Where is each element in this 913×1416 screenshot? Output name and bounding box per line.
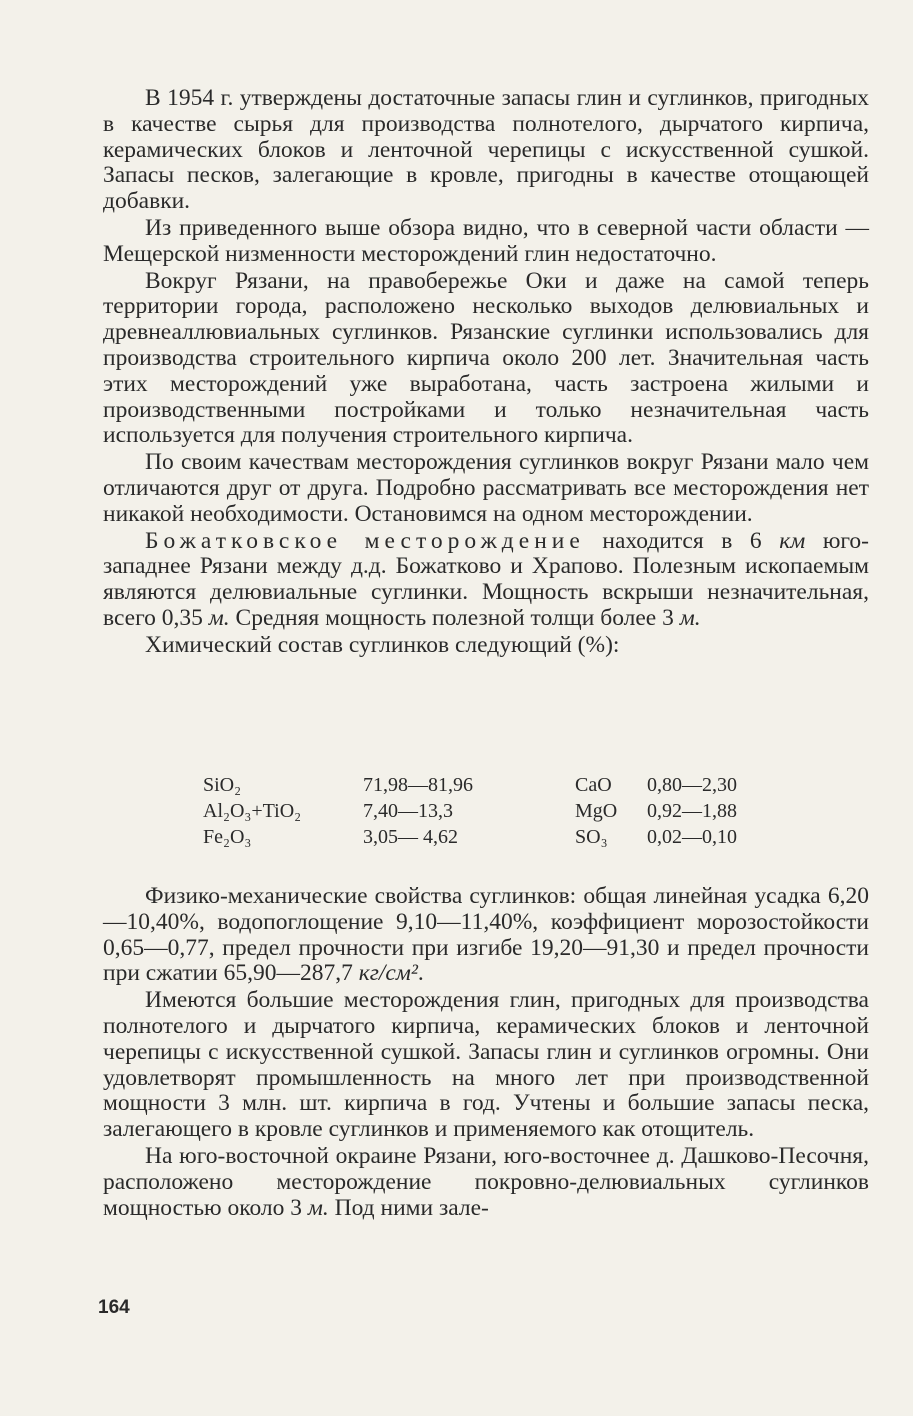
unit-m: м. bbox=[307, 1194, 329, 1221]
table-cell: CaO bbox=[575, 774, 612, 796]
table-cell: MgO bbox=[575, 800, 618, 822]
paragraph-ryazan-loams: Вокруг Рязани, на правобережье Оки и даже на самой теперь территории города, расположено несколько выходов делювиальных и древнеаллювиальных суглинков. Рязанские суглинки использовались для производства строительного кирпича около 200 лет. Значительная часть этих месторождений уже выработана, часть застроена жилыми и производственными постройками и только незначительная часть используется для получения строительного кирпича. bbox=[103, 267, 869, 449]
table-cell: 0,02—0,10 bbox=[647, 826, 737, 848]
table-cell: 7,40—13,3 bbox=[363, 800, 453, 822]
paragraph-physical-mechanical bbox=[103, 884, 869, 987]
text-fragment: находится в 6 bbox=[584, 527, 780, 554]
text-fragment: юго-западнее Рязани между д.д. Божатково и Храпово. Полезным ископаемым являются делювиальные суглинки. Мощность вскрыши незначительная, всего 0,35 bbox=[103, 527, 870, 631]
table-row bbox=[203, 824, 767, 850]
text-section-bottom bbox=[103, 884, 869, 1221]
table-cell: SiO₂ bbox=[203, 774, 242, 796]
paragraph-meshchera: Из приведенного выше обзора видно, что в северной части области — Мещерской низменности месторождений глин недостаточно. bbox=[103, 214, 869, 267]
unit-kg-cm2: кг/см² bbox=[358, 960, 418, 987]
table-cell: 71,98—81,96 bbox=[363, 774, 473, 796]
table-cell: 0,92—1,88 bbox=[647, 800, 737, 822]
paragraph-dashkovo bbox=[103, 1144, 869, 1221]
table-cell: SO₃ bbox=[575, 826, 608, 848]
page-number: 164 bbox=[98, 1297, 130, 1318]
text-fragment: . bbox=[417, 960, 424, 987]
chemical-composition-table bbox=[203, 772, 767, 850]
table-cell: Al₂O₃+TiO₂ bbox=[203, 800, 302, 822]
text-section-top bbox=[103, 86, 869, 659]
chem-intro: Химический состав суглинков следующий (%): bbox=[145, 631, 620, 658]
unit-m: м. bbox=[208, 604, 230, 631]
text-fragment: Под ними зале- bbox=[328, 1194, 489, 1221]
paragraph-1954-reserves: В 1954 г. утверждены достаточные запасы глин и суглинков, пригодных в качестве сырья для производства полнотелого, дырчатого кирпича, керамических блоков и ленточной черепицы с искусственной сушкой. Запасы песков, залегающие в кровле, пригодны в качестве отощающей добавки. bbox=[103, 85, 869, 215]
table-cell: 3,05— 4,62 bbox=[363, 826, 458, 848]
table-row bbox=[203, 772, 767, 798]
unit-km: км bbox=[779, 527, 806, 554]
unit-m: м. bbox=[679, 604, 701, 631]
text-fragment: На юго-восточной окраине Рязани, юго-восточнее д. Дашково-Песочня, расположено месторождение покровно-делювиальных суглинков мощностью около 3 bbox=[103, 1142, 869, 1221]
table-cell: 0,80—2,30 bbox=[647, 774, 737, 796]
text-fragment: Средняя мощность полезной толщи более 3 bbox=[229, 604, 680, 631]
deposit-name: Божатковское месторождение bbox=[145, 527, 585, 554]
paragraph-large-deposits: Имеются большие месторождения глин, пригодных для производства полнотелого и дырчатого кирпича, керамических блоков и ленточной черепицы с искусственной сушкой. Запасы глин и суглинков огромны. Они удовлетворят промышленность на много лет при производственной мощности 3 млн. шт. кирпича в год. Учтены и большие запасы песка, залегающего в кровле суглинков и применяемого как отощитель. bbox=[103, 987, 869, 1143]
table-cell: Fe₂O₃ bbox=[203, 826, 252, 848]
paragraph-qualities: По своим качествам месторождения суглинков вокруг Рязани мало чем отличаются друг от друга. Подробно рассматривать все месторождения нет никакой необходимости. Остановимся на одном месторождении. bbox=[103, 449, 869, 527]
paragraph-bozhatkovo bbox=[103, 529, 869, 632]
text-fragment: Физико-механические свойства суглинков: общая линейная усадка 6,20—10,40%, водопоглощение 9,10—11,40%, коэффициент морозостойкости 0,65—0,77, предел прочности при изгибе 19,20—91,30 и предел прочности при сжатии 65,90—287,7 bbox=[103, 883, 869, 987]
table-row bbox=[203, 798, 767, 824]
